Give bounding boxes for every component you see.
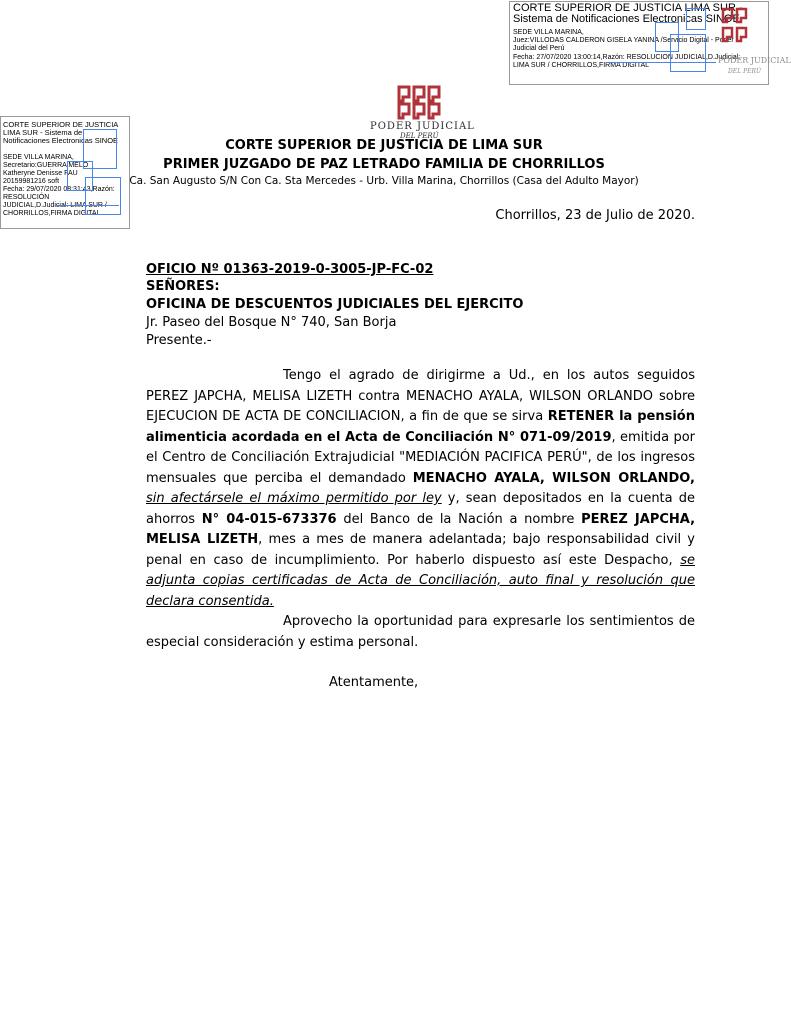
body-text: , emitida por el Centro de Conciliación Extrajudicial "MEDIACIÓN PACIFICA PERÚ", de los ingresos mensuales que perciba el demandado — [146, 429, 695, 486]
poder-judicial-logo-small — [718, 6, 791, 78]
salutation: SEÑORES: — [146, 279, 220, 294]
stamp-body-line: Fecha: 29/07/2020 08:31:43,Razón: — [3, 186, 115, 193]
stamp-body-line: Fecha: 27/07/2020 13:00:14,Razón: RESOLUCION JUDICIAL,D.Judicial: — [513, 53, 741, 61]
body-text: del Banco de la Nación a nombre — [336, 511, 582, 527]
recipient-office: OFICINA DE DESCUENTOS JUDICIALES DEL EJERCITO — [146, 297, 524, 312]
court-name: CORTE SUPERIOR DE JUSTICIA DE LIMA SUR — [225, 138, 543, 153]
stamp-title-line: Sistema de Notificaciones Electronicas SINOE — [513, 13, 740, 25]
court-address: Ca. San Augusto S/N Con Ca. Sta Mercedes - Urb. Villa Marina, Chorrillos (Casa del Adulto Mayor) — [129, 175, 639, 187]
juzgado-name: PRIMER JUZGADO DE PAZ LETRADO FAMILIA DE CHORRILLOS — [163, 157, 605, 172]
body-paragraph-2: Aprovecho la oportunidad para expresarle los sentimientos de especial consideración y estima personal. — [146, 614, 695, 650]
date-line: Chorrillos, 23 de Julio de 2020. — [495, 208, 695, 223]
logo-subcaption: DEL PERÚ — [728, 68, 762, 75]
stamp-body-line: JUDICIAL,D.Judicial: LIMA SUR / — [3, 202, 107, 209]
stamp-body-line: SEDE VILLA MARINA, — [3, 154, 74, 161]
stamp-body-line: LIMA SUR / CHORRILLOS,FIRMA DIGITAL — [513, 61, 650, 69]
presente-line: Presente.- — [146, 333, 212, 348]
stamp-body-line: SEDE VILLA MARINA, — [513, 29, 584, 36]
logo-subcaption: DEL PERÚ — [400, 132, 439, 140]
stamp-title-line: CORTE SUPERIOR DE JUSTICIA LIMA SUR - — [513, 2, 743, 14]
stamp-body-line: Juez:VILLODAS CALDERON GISELA YANINA /Servicio Digital - Poder — [513, 37, 734, 45]
closing: Atentamente, — [329, 675, 419, 690]
body-text: Tengo el agrado de dirigirme a Ud., en los autos seguidos PEREZ JAPCHA, MELISA LIZETH contra MENACHO AYALA, WILSON ORLANDO sobre EJECUCION DE ACTA DE CONCILIACION, a fin de que se sirva — [146, 368, 695, 424]
stamp-title-line: CORTE SUPERIOR DE JUSTICIA — [3, 120, 119, 129]
stamp-body-line: RESOLUCIÓN — [3, 194, 50, 201]
pj-emblem-icon — [720, 6, 750, 50]
stamp-title — [513, 3, 743, 25]
logo-caption: PODER JUDICIAL — [370, 121, 475, 132]
stamp-body-line: Katheryne Denisse FAU — [3, 170, 78, 177]
signature-mark — [606, 62, 716, 63]
stamp-body-line: Secretario:GUERRA MELO — [3, 162, 89, 169]
stamp-body-line: CHORRILLOS,FIRMA DIGITAL — [3, 210, 101, 217]
signature-mark — [686, 8, 706, 30]
body-text: y, sean depositados en la cuenta de ahorros — [146, 491, 695, 527]
signature-mark — [55, 205, 119, 206]
body-bold: RETENER la pensión alimenticia acordada en el Acta de Conciliación N° 071-09/2019 — [146, 409, 695, 445]
stamp-body-line: 20159981216 soft — [3, 178, 60, 185]
recipient-address: Jr. Paseo del Bosque N° 740, San Borja — [146, 315, 397, 330]
stamp-title-line: LIMA SUR - Sistema de — [3, 128, 83, 137]
logo-caption: PODER JUDICIAL — [718, 56, 791, 65]
stamp-body-line: Judicial del Perú — [513, 45, 565, 53]
signature-mark — [670, 34, 706, 72]
stamp-title-line: Notificaciones Electronicas SINOE — [3, 136, 119, 145]
poder-judicial-logo — [366, 84, 478, 140]
body-italic-underline: se adjunta copias certificadas de Acta de Conciliación, auto final y resolución que declara consentida. — [146, 552, 695, 609]
body-paragraph-1 — [146, 366, 695, 612]
digital-signature-stamp-top — [509, 1, 791, 85]
body-text: , mes a mes de manera adelantada; bajo responsabilidad civil y penal en caso de incumplimiento. Por haberlo dispuesto así este Despacho, — [146, 532, 696, 568]
stamp-body — [513, 29, 740, 70]
body-italic-underline: sin afectársele el máximo permitido por ley — [146, 491, 442, 506]
oficio-number: OFICIO Nº 01363-2019-0-3005-JP-FC-02 — [146, 262, 434, 277]
digital-signature-stamp-left — [0, 116, 130, 229]
body-bold: MENACHO AYALA, WILSON ORLANDO, — [412, 470, 695, 486]
pj-emblem-icon — [366, 84, 478, 122]
body-bold: PEREZ JAPCHA, MELISA LIZETH — [146, 511, 696, 547]
body-bold: N° 04-015-673376 — [201, 511, 337, 527]
